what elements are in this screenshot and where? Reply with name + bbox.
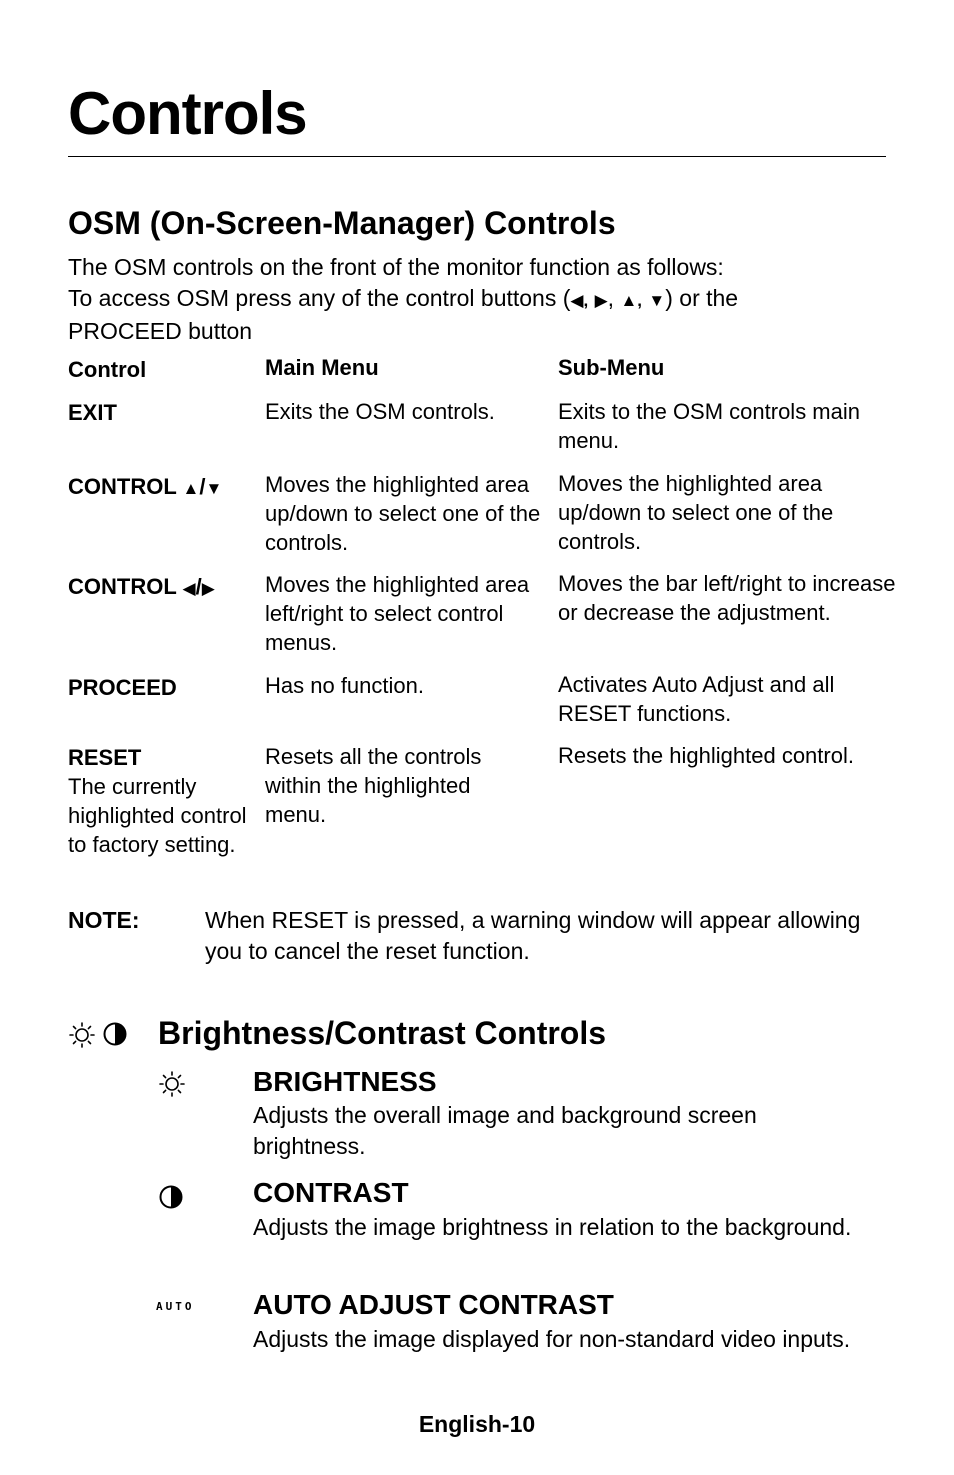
row-reset-desc: The currently highlighted control to factory setting.	[68, 774, 247, 857]
auto-adjust-text: Adjusts the image displayed for non-standard video inputs.	[253, 1326, 851, 1352]
header-sub-menu: Sub-Menu	[558, 355, 665, 380]
row-control-updown-sub: Moves the highlighted area up/down to select one of the controls.	[558, 471, 834, 554]
row-control-updown-control: CONTROL ▲/▼	[68, 474, 223, 499]
right-arrow-icon: ▶	[201, 579, 215, 598]
row-exit-sub: Exits to the OSM controls main menu.	[558, 399, 860, 453]
left-arrow-icon: ◀	[182, 579, 196, 598]
right-arrow-icon: ▶	[594, 291, 608, 310]
osm-heading: OSM (On-Screen-Manager) Controls	[68, 205, 616, 241]
header-main-menu: Main Menu	[265, 355, 379, 380]
page-footer: English-10	[418, 1411, 536, 1437]
up-arrow-icon: ▲	[182, 479, 200, 498]
osm-intro	[68, 252, 888, 347]
contrast-icon	[102, 1021, 128, 1047]
sun-icon	[68, 1021, 96, 1049]
down-arrow-icon: ▼	[648, 291, 666, 310]
down-arrow-icon: ▼	[205, 479, 223, 498]
row-control-leftright-sub: Moves the bar left/right to increase or decrease the adjustment.	[558, 571, 896, 625]
note-label: NOTE:	[68, 907, 140, 933]
row-control-leftright-control: CONTROL ◀/▶	[68, 574, 215, 599]
row-reset-sub: Resets the highlighted control.	[558, 743, 854, 768]
page-title: Controls	[68, 80, 307, 147]
row-exit-main: Exits the OSM controls.	[265, 399, 495, 424]
left-arrow-icon: ◀,	[570, 291, 589, 310]
contrast-title: CONTRAST	[253, 1177, 409, 1208]
osm-intro-line1: The OSM controls on the front of the monitor function as follows:	[68, 254, 724, 280]
row-reset-main: Resets all the controls within the highlighted menu.	[265, 744, 482, 827]
row-control-updown-main: Moves the highlighted area up/down to select one of the controls.	[265, 472, 541, 555]
row-exit-control: EXIT	[68, 400, 117, 425]
row-reset-control	[68, 743, 248, 859]
osm-intro-line2-pre: To access OSM press any of the control buttons (	[68, 285, 571, 311]
contrast-text: Adjusts the image brightness in relation to the background.	[253, 1214, 852, 1240]
row-control-updown-label: CONTROL	[68, 474, 177, 499]
title-divider	[68, 156, 886, 157]
note-text: When RESET is pressed, a warning window will appear allowing you to cancel the reset function.	[205, 907, 861, 964]
bc-heading: Brightness/Contrast Controls	[158, 1015, 607, 1051]
up-arrow-icon: ▲,	[620, 291, 643, 310]
osm-intro-line2: To access OSM press any of the control buttons (◀, ▶, ▲, ▼) or the	[68, 285, 739, 311]
brightness-text: Adjusts the overall image and background screen brightness.	[253, 1102, 757, 1159]
row-reset-label: RESET	[68, 745, 142, 770]
auto-adjust-title: AUTO ADJUST CONTRAST	[253, 1289, 614, 1320]
row-control-leftright-label: CONTROL	[68, 574, 177, 599]
osm-intro-line2-post: ) or the	[665, 285, 739, 311]
header-control: Control	[68, 357, 147, 382]
row-proceed-sub: Activates Auto Adjust and all RESET functions.	[558, 672, 835, 726]
contrast-item-icon	[158, 1184, 184, 1210]
osm-intro-line3: PROCEED button	[68, 318, 253, 344]
row-proceed-control: PROCEED	[68, 675, 177, 700]
brightness-title: BRIGHTNESS	[253, 1066, 437, 1097]
auto-icon: AUTO	[156, 1300, 195, 1313]
brightness-sun-icon	[158, 1070, 186, 1098]
row-proceed-main: Has no function.	[265, 673, 424, 698]
row-control-leftright-main: Moves the highlighted area left/right to select control menus.	[265, 572, 530, 655]
